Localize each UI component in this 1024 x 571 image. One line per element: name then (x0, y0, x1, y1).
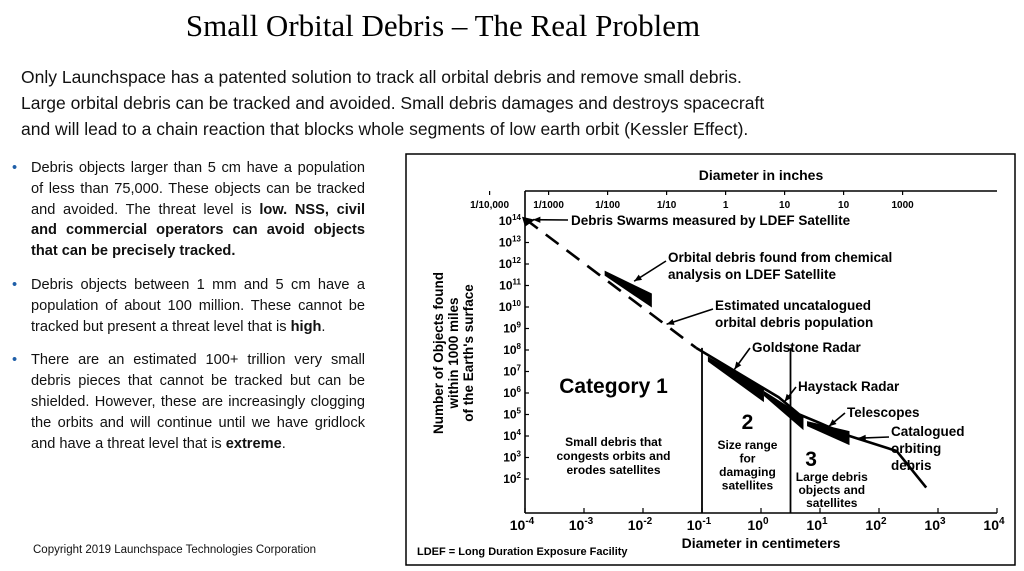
category-1-description-line: congests orbits and (556, 449, 671, 463)
catalogued-annotation-line: Catalogued (891, 424, 965, 439)
bullet-item (9, 350, 365, 454)
category-1-description (556, 435, 670, 477)
footnote-text: LDEF = Long Duration Exposure Facility (417, 546, 628, 558)
top-tick-label: 1/100 (595, 200, 621, 211)
y-axis-title-line: within 1000 miles (446, 297, 461, 409)
y-axis-title-line: of the Earth's surface (461, 284, 476, 422)
intro-line: Large orbital debris can be tracked and avoided. Small debris damages and destroys spacecraft (21, 93, 765, 113)
x-tick-label: $10^{-2}$ (627, 516, 653, 533)
bullet-text-end: . (281, 435, 286, 452)
top-tick-label: 1000 (891, 200, 914, 211)
x-tick-label: $10^{-1}$ (686, 516, 712, 533)
intro-paragraph (21, 64, 1021, 142)
y-tick-label: $10^{12}$ (498, 256, 521, 271)
goldstone-annotation: Goldstone Radar (752, 340, 861, 355)
y-tick-label: $10^4$ (503, 428, 521, 443)
intro-line: Only Launchspace has a patented solution to track all orbital debris and remove small debris. (21, 67, 742, 87)
category-3-description (796, 470, 868, 510)
slide-title: Small Orbital Debris – The Real Problem (185, 8, 701, 43)
category-2-label: 2 (741, 411, 754, 434)
top-tick-label: 1/1000 (533, 200, 564, 211)
y-tick-label: $10^6$ (503, 385, 521, 400)
ldef-annotation: Debris Swarms measured by LDEF Satellite (571, 213, 851, 228)
category-1-label: Category 1 (559, 375, 668, 398)
chemical-analysis-annotation-line: analysis on LDEF Satellite (668, 267, 837, 282)
y-axis-title-line: Number of Objects found (431, 272, 446, 434)
x-tick-label: $10^1$ (806, 516, 828, 533)
bullet-bold-text: high (290, 318, 322, 335)
y-tick-label: $10^9$ (503, 320, 521, 336)
y-tick-label: $10^{11}$ (499, 277, 521, 293)
bullet-marker: • (12, 352, 18, 369)
category-2-description-line: satellites (721, 478, 774, 493)
debris-chart (405, 153, 1016, 566)
estimated-population-annotation-line: orbital debris population (715, 315, 874, 330)
category-1-description-line: Small debris that (565, 435, 662, 449)
top-tick-label: 1/10 (656, 200, 677, 211)
y-tick-label: $10^{13}$ (498, 234, 521, 250)
catalogued-annotation-line: orbiting (891, 441, 942, 456)
bullet-marker: • (12, 160, 18, 176)
x-tick-label: $10^4$ (983, 516, 1005, 533)
x-tick-label: $10^{-3}$ (568, 516, 594, 533)
y-tick-label: $10^8$ (503, 342, 521, 357)
bullet-text: Debris objects larger than 5 cm have a population of less than 75,000. These objects can be tracked and avoided. The threat level is (31, 160, 365, 218)
top-tick-label: 1/10,000 (470, 200, 510, 211)
y-tick-label: $10^5$ (503, 406, 521, 422)
category-3-description-line: objects and (798, 483, 866, 497)
category-3-description-line: satellites (806, 496, 858, 510)
y-tick-label: $10^7$ (503, 363, 521, 379)
y-tick-label: $10^2$ (503, 471, 521, 486)
x-tick-label: $10^{-4}$ (509, 516, 535, 533)
y-tick-label: $10^{10}$ (498, 299, 521, 314)
estimated-population-annotation-line: Estimated uncatalogued (715, 298, 872, 313)
x-tick-label: $10^3$ (924, 516, 946, 533)
haystack-annotation: Haystack Radar (798, 379, 900, 394)
bullet-item (9, 275, 365, 337)
x-tick-label: $10^2$ (865, 516, 887, 533)
category-2-description-line: Size range (717, 438, 778, 452)
telescopes-annotation: Telescopes (847, 405, 920, 420)
bullet-bold-text: low. NSS, civil and commercial operators can avoid objects that can be precisely tracked. (31, 201, 366, 260)
x-tick-label: $10^0$ (747, 516, 769, 533)
top-tick-label: 10 (779, 200, 791, 211)
y-tick-label: $10^{14}$ (498, 213, 521, 228)
intro-line: and will lead to a chain reaction that blocks whole segments of low earth orbit (Kessler Effect). (21, 119, 749, 139)
bullet-list (9, 158, 365, 467)
catalogued-annotation-line: debris (891, 458, 932, 473)
copyright-text: Copyright 2019 Launchspace Technologies Corporation (33, 544, 317, 556)
x-axis-label: Diameter in centimeters (681, 535, 841, 551)
category-2-description-line: for (739, 451, 756, 466)
bullet-text-end: . (321, 318, 326, 335)
debris-chart-svg (405, 153, 1016, 566)
bullet-text: There are an estimated 100+ trillion very small debris pieces that cannot be tracked but can be shielded. However, these are increasingly clogging the orbits and will continue until we have gridlock and have a threat level that is (31, 352, 365, 452)
bullet-item (9, 158, 365, 262)
category-3-description-line: Large debris (795, 470, 868, 484)
category-2-description (717, 438, 777, 493)
category-3-label: 3 (805, 448, 817, 471)
bullet-bold-text: extreme (225, 435, 282, 452)
category-1-description-line: erodes satellites (566, 463, 661, 477)
category-2-description-line: damaging (719, 465, 776, 479)
top-tick-label: 1 (722, 200, 729, 211)
chemical-analysis-annotation-line: Orbital debris found from chemical (668, 250, 893, 265)
top-tick-label: 10 (838, 200, 850, 211)
y-tick-label: $10^3$ (503, 449, 521, 465)
bullet-text: Debris objects between 1 mm and 5 cm have a population of about 100 million. These cannot be tracked but present a threat level that is (31, 276, 365, 335)
bullet-marker: • (12, 276, 18, 293)
top-axis-label: Diameter in inches (698, 167, 824, 183)
